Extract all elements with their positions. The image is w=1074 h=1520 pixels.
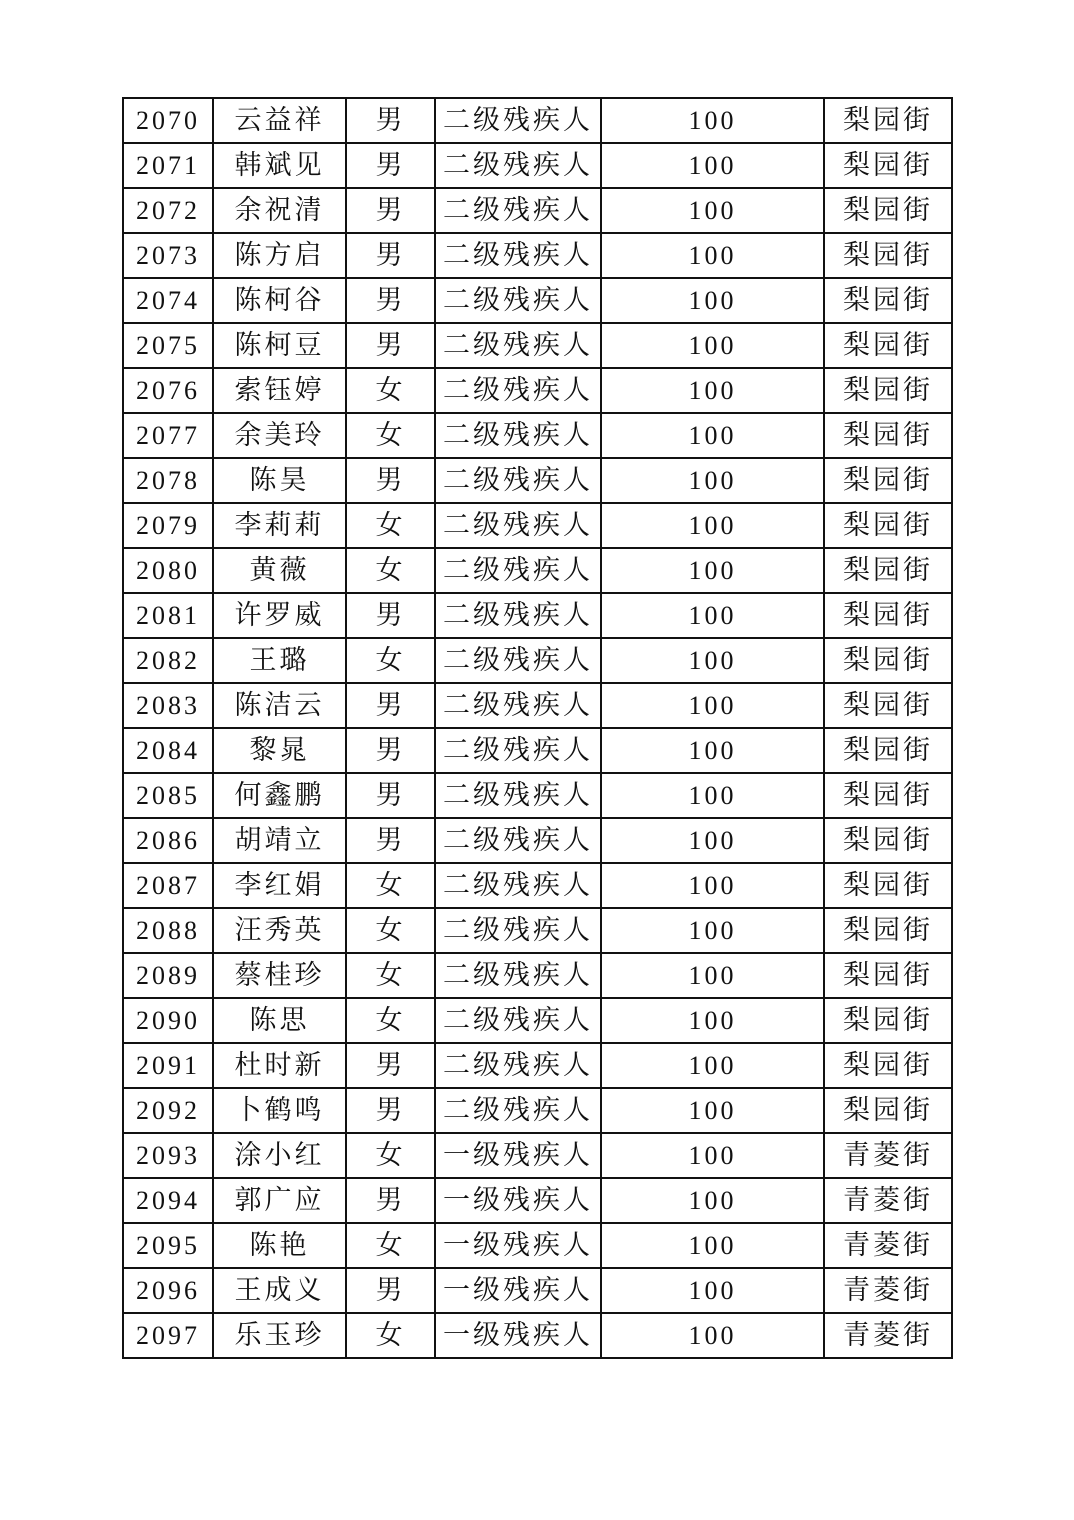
cell-street: 梨园街 (824, 728, 952, 773)
cell-name: 陈艳 (213, 1223, 346, 1268)
cell-disability-level: 二级残疾人 (435, 548, 601, 593)
cell-street: 青菱街 (824, 1133, 952, 1178)
cell-gender: 女 (346, 863, 435, 908)
cell-street: 梨园街 (824, 773, 952, 818)
cell-gender: 男 (346, 1178, 435, 1223)
cell-number: 2091 (123, 1043, 213, 1088)
cell-amount: 100 (601, 413, 824, 458)
cell-disability-level: 二级残疾人 (435, 818, 601, 863)
cell-street: 青菱街 (824, 1223, 952, 1268)
cell-street: 青菱街 (824, 1313, 952, 1358)
cell-disability-level: 二级残疾人 (435, 998, 601, 1043)
cell-name: 蔡桂珍 (213, 953, 346, 998)
table-row (123, 1178, 952, 1223)
cell-amount: 100 (601, 1313, 824, 1358)
cell-gender: 男 (346, 98, 435, 143)
cell-name: 胡靖立 (213, 818, 346, 863)
cell-name: 李莉莉 (213, 503, 346, 548)
cell-gender: 男 (346, 278, 435, 323)
cell-name: 杜时新 (213, 1043, 346, 1088)
table-row (123, 1223, 952, 1268)
table-row (123, 1313, 952, 1358)
cell-name: 黎晁 (213, 728, 346, 773)
cell-name: 何鑫鹏 (213, 773, 346, 818)
cell-amount: 100 (601, 548, 824, 593)
cell-name: 汪秀英 (213, 908, 346, 953)
cell-name: 乐玉珍 (213, 1313, 346, 1358)
cell-amount: 100 (601, 728, 824, 773)
cell-street: 梨园街 (824, 1043, 952, 1088)
cell-gender: 男 (346, 188, 435, 233)
cell-disability-level: 二级残疾人 (435, 1043, 601, 1088)
cell-disability-level: 二级残疾人 (435, 458, 601, 503)
cell-name: 黄薇 (213, 548, 346, 593)
table-row (123, 1133, 952, 1178)
cell-amount: 100 (601, 953, 824, 998)
cell-street: 梨园街 (824, 863, 952, 908)
cell-gender: 男 (346, 773, 435, 818)
cell-number: 2090 (123, 998, 213, 1043)
cell-disability-level: 一级残疾人 (435, 1133, 601, 1178)
cell-amount: 100 (601, 908, 824, 953)
cell-disability-level: 二级残疾人 (435, 638, 601, 683)
cell-number: 2094 (123, 1178, 213, 1223)
cell-amount: 100 (601, 503, 824, 548)
table-row (123, 413, 952, 458)
cell-name: 陈洁云 (213, 683, 346, 728)
cell-disability-level: 二级残疾人 (435, 278, 601, 323)
table-row (123, 863, 952, 908)
cell-street: 梨园街 (824, 908, 952, 953)
table-row (123, 818, 952, 863)
cell-disability-level: 二级残疾人 (435, 908, 601, 953)
table-row (123, 323, 952, 368)
table-row (123, 683, 952, 728)
table-row (123, 773, 952, 818)
cell-gender: 男 (346, 818, 435, 863)
cell-amount: 100 (601, 233, 824, 278)
cell-amount: 100 (601, 278, 824, 323)
cell-gender: 女 (346, 1223, 435, 1268)
cell-amount: 100 (601, 1178, 824, 1223)
table-row (123, 1268, 952, 1313)
cell-street: 梨园街 (824, 323, 952, 368)
cell-amount: 100 (601, 863, 824, 908)
cell-street: 梨园街 (824, 503, 952, 548)
cell-gender: 女 (346, 413, 435, 458)
cell-disability-level: 二级残疾人 (435, 953, 601, 998)
cell-gender: 男 (346, 143, 435, 188)
cell-gender: 女 (346, 908, 435, 953)
cell-disability-level: 二级残疾人 (435, 323, 601, 368)
cell-name: 余美玲 (213, 413, 346, 458)
cell-amount: 100 (601, 98, 824, 143)
cell-disability-level: 二级残疾人 (435, 593, 601, 638)
cell-street: 梨园街 (824, 818, 952, 863)
cell-name: 陈思 (213, 998, 346, 1043)
cell-gender: 男 (346, 323, 435, 368)
table-row (123, 503, 952, 548)
cell-gender: 男 (346, 233, 435, 278)
table-row (123, 593, 952, 638)
cell-amount: 100 (601, 323, 824, 368)
cell-disability-level: 一级残疾人 (435, 1223, 601, 1268)
cell-street: 梨园街 (824, 998, 952, 1043)
cell-gender: 男 (346, 1043, 435, 1088)
cell-street: 青菱街 (824, 1178, 952, 1223)
cell-disability-level: 二级残疾人 (435, 233, 601, 278)
cell-amount: 100 (601, 458, 824, 503)
cell-street: 梨园街 (824, 188, 952, 233)
cell-street: 梨园街 (824, 413, 952, 458)
cell-amount: 100 (601, 593, 824, 638)
cell-amount: 100 (601, 773, 824, 818)
cell-disability-level: 一级残疾人 (435, 1313, 601, 1358)
cell-number: 2092 (123, 1088, 213, 1133)
cell-amount: 100 (601, 998, 824, 1043)
cell-disability-level: 二级残疾人 (435, 143, 601, 188)
cell-amount: 100 (601, 188, 824, 233)
cell-disability-level: 二级残疾人 (435, 368, 601, 413)
cell-disability-level: 一级残疾人 (435, 1268, 601, 1313)
cell-disability-level: 二级残疾人 (435, 728, 601, 773)
cell-gender: 女 (346, 503, 435, 548)
cell-amount: 100 (601, 1043, 824, 1088)
table-row (123, 548, 952, 593)
cell-amount: 100 (601, 683, 824, 728)
table-row (123, 728, 952, 773)
cell-number: 2085 (123, 773, 213, 818)
cell-number: 2087 (123, 863, 213, 908)
cell-number: 2095 (123, 1223, 213, 1268)
cell-number: 2080 (123, 548, 213, 593)
cell-amount: 100 (601, 1223, 824, 1268)
cell-gender: 男 (346, 728, 435, 773)
cell-street: 梨园街 (824, 278, 952, 323)
cell-gender: 男 (346, 1268, 435, 1313)
cell-gender: 女 (346, 953, 435, 998)
cell-name: 索钰婷 (213, 368, 346, 413)
cell-amount: 100 (601, 638, 824, 683)
cell-disability-level: 二级残疾人 (435, 413, 601, 458)
table-row (123, 278, 952, 323)
cell-street: 梨园街 (824, 548, 952, 593)
cell-number: 2096 (123, 1268, 213, 1313)
table-row (123, 458, 952, 503)
cell-street: 梨园街 (824, 953, 952, 998)
cell-disability-level: 二级残疾人 (435, 683, 601, 728)
cell-disability-level: 二级残疾人 (435, 863, 601, 908)
cell-name: 陈柯谷 (213, 278, 346, 323)
cell-name: 李红娟 (213, 863, 346, 908)
cell-name: 陈昊 (213, 458, 346, 503)
cell-gender: 男 (346, 683, 435, 728)
cell-number: 2097 (123, 1313, 213, 1358)
table-row (123, 638, 952, 683)
cell-gender: 女 (346, 1313, 435, 1358)
cell-amount: 100 (601, 368, 824, 413)
table-row (123, 188, 952, 233)
cell-number: 2088 (123, 908, 213, 953)
cell-gender: 女 (346, 1133, 435, 1178)
cell-street: 梨园街 (824, 98, 952, 143)
cell-gender: 女 (346, 998, 435, 1043)
cell-amount: 100 (601, 818, 824, 863)
cell-number: 2076 (123, 368, 213, 413)
cell-street: 梨园街 (824, 458, 952, 503)
table-row (123, 998, 952, 1043)
cell-street: 梨园街 (824, 593, 952, 638)
cell-number: 2078 (123, 458, 213, 503)
table-row (123, 368, 952, 413)
cell-street: 梨园街 (824, 233, 952, 278)
cell-amount: 100 (601, 1133, 824, 1178)
cell-amount: 100 (601, 143, 824, 188)
cell-street: 梨园街 (824, 1088, 952, 1133)
cell-amount: 100 (601, 1088, 824, 1133)
cell-street: 梨园街 (824, 638, 952, 683)
table-row (123, 1088, 952, 1133)
cell-name: 卜鹤鸣 (213, 1088, 346, 1133)
cell-number: 2072 (123, 188, 213, 233)
table-row (123, 908, 952, 953)
cell-number: 2082 (123, 638, 213, 683)
table-row (123, 953, 952, 998)
data-table (122, 97, 953, 1359)
cell-name: 陈方启 (213, 233, 346, 278)
cell-disability-level: 二级残疾人 (435, 503, 601, 548)
table-row (123, 1043, 952, 1088)
cell-disability-level: 二级残疾人 (435, 188, 601, 233)
cell-gender: 女 (346, 368, 435, 413)
cell-gender: 男 (346, 593, 435, 638)
cell-number: 2077 (123, 413, 213, 458)
cell-number: 2093 (123, 1133, 213, 1178)
cell-gender: 女 (346, 548, 435, 593)
cell-gender: 男 (346, 458, 435, 503)
cell-street: 梨园街 (824, 683, 952, 728)
cell-number: 2079 (123, 503, 213, 548)
cell-number: 2086 (123, 818, 213, 863)
cell-disability-level: 二级残疾人 (435, 773, 601, 818)
cell-name: 王成义 (213, 1268, 346, 1313)
cell-number: 2081 (123, 593, 213, 638)
table-row (123, 98, 952, 143)
cell-number: 2089 (123, 953, 213, 998)
cell-disability-level: 二级残疾人 (435, 1088, 601, 1133)
cell-name: 涂小红 (213, 1133, 346, 1178)
cell-gender: 女 (346, 638, 435, 683)
cell-number: 2070 (123, 98, 213, 143)
cell-name: 许罗威 (213, 593, 346, 638)
cell-number: 2084 (123, 728, 213, 773)
cell-name: 郭广应 (213, 1178, 346, 1223)
cell-gender: 男 (346, 1088, 435, 1133)
cell-name: 余祝清 (213, 188, 346, 233)
cell-number: 2071 (123, 143, 213, 188)
cell-amount: 100 (601, 1268, 824, 1313)
table-body (123, 98, 952, 1358)
cell-number: 2074 (123, 278, 213, 323)
cell-disability-level: 一级残疾人 (435, 1178, 601, 1223)
cell-name: 韩斌见 (213, 143, 346, 188)
cell-disability-level: 二级残疾人 (435, 98, 601, 143)
cell-street: 梨园街 (824, 143, 952, 188)
cell-street: 青菱街 (824, 1268, 952, 1313)
cell-name: 王璐 (213, 638, 346, 683)
cell-name: 陈柯豆 (213, 323, 346, 368)
cell-number: 2075 (123, 323, 213, 368)
cell-number: 2083 (123, 683, 213, 728)
cell-number: 2073 (123, 233, 213, 278)
cell-street: 梨园街 (824, 368, 952, 413)
cell-name: 云益祥 (213, 98, 346, 143)
table-row (123, 143, 952, 188)
table-row (123, 233, 952, 278)
